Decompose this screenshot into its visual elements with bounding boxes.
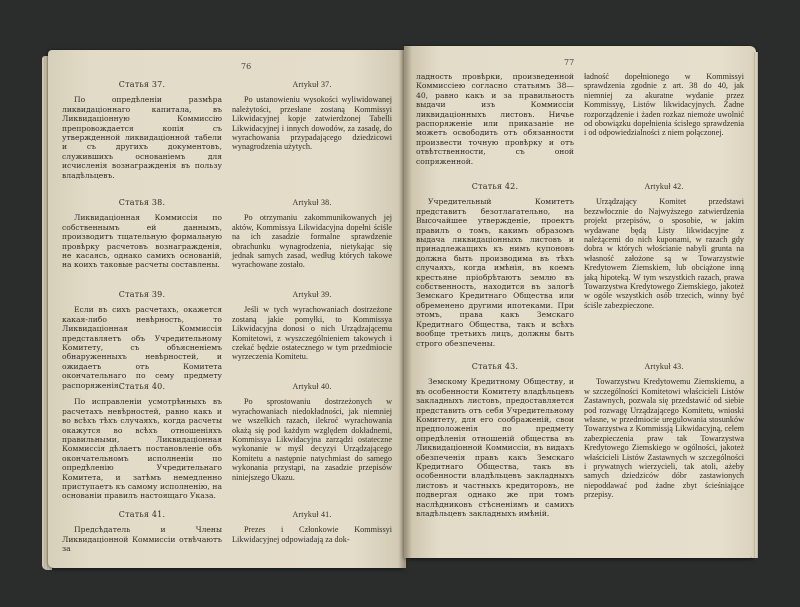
pl-article-text: Po otrzymaniu zakommunikowanych jej aktów, Kommissya Likwidacyjna dopełni ściśle na ich zasadzie formalne sprawdzenie obrachunku wynagrodzenia, nietykając się jednak samych zasad, według których takowe wyrachowane zostało. — [232, 213, 392, 270]
pl-article-40 — [232, 382, 392, 482]
pl-article-text: Po sprostowaniu dostrzeżonych w wyrachowaniach niedokładności, jak niemniej we wszelkich razach, ilekroć wyrachowania okażą się pod każdym względem dokładnemi, Kommissya Likwidacyjna zarządzi ostateczne wykonanie w myśl decyzyi Urządzającego Komitetu a następnie natychmiast do samego wykonania przystąpi, na zasadzie przepisów niniejszego Ukazu. — [232, 397, 392, 482]
ru-article-41-cont — [416, 72, 574, 166]
ru-article-39 — [62, 290, 222, 390]
ru-article-title: Статья 41. — [118, 510, 166, 519]
pl-article-text: Jeśli w tych wyrachowaniach dostrzeżone zostaną jakie pomyłki, to Kommissya Likwidacyjna donosi o nich Urządzającemu Komitetowi, z wyszczególnieniem takowych i czekać będzie ostatecznego w tym przedmiocie wyrzeczenia Komitetu. — [232, 305, 392, 362]
ru-article-text: ладность провѣрки, произведенной Коммиссіею согласно статьямъ 38—40, равно какъ и за правильность выдачи изъ Коммиссіи ликвидаціонныхъ листовъ. Ничье распоряженіе или приказаніе не можетъ освободить отъ обязанности произвести точную провѣрку и отъ отвѣтственности, съ оной сопряженной. — [416, 72, 574, 166]
pl-article-title: Artykuł 38. — [292, 198, 332, 207]
ru-article-41 — [62, 510, 222, 554]
pl-article-38 — [232, 198, 392, 270]
left-page-number: 76 — [241, 62, 252, 71]
pl-article-text: Urządzający Komitet przedstawi bezzwłocznie do Najwyższego zatwierdzenia projekt przepisów, o sposobie, w jakim wydawane będą Listy likwidacyjne z należącemi do nich kuponami, w razach gdy dobra w których włościanie nabyli grunta na własność założone są w Towarzystwie Kredytowem Ziemskiem, lub obciążone inną jaką hipoteką. W tym wszystkich razach, prawa Towarzystwa Kredytowego Ziemskiego, jakoteż w ogóle wszystkich osób trzecich, winny być ściśle zabezpieczone. — [584, 197, 744, 310]
ru-article-43 — [416, 362, 574, 519]
pl-article-39 — [232, 290, 392, 362]
ru-article-title: Статья 38. — [118, 198, 166, 207]
ru-article-text: Предсѣдатель и Члены Ликвидаціонной Коммиссіи отвѣчаютъ за — [62, 525, 222, 554]
left-page — [48, 50, 406, 568]
pl-article-title: Artykuł 37. — [292, 80, 332, 89]
pl-article-title: Artykuł 39. — [292, 290, 332, 299]
pl-article-42 — [584, 182, 744, 310]
pl-article-title: Artykuł 41. — [292, 510, 332, 519]
ru-article-title: Статья 40. — [118, 382, 166, 391]
pl-article-37 — [232, 80, 392, 152]
pl-article-title: Artykuł 40. — [292, 382, 332, 391]
ru-article-text: Учредительный Комитетъ представитъ безотлагательно, на Высочайшее утвержденіе, проектъ правилъ о томъ, какимъ образомъ выдача ликвидаціонныхъ листовъ и принадлежащихъ къ нимъ купоновъ должна быть производима въ тѣхъ случаяхъ, когда имѣнія, въ коемъ крестьяне пріобрѣтаютъ землю въ собственность, находится въ залогѣ Земскаго Кредитнаго Общества или обременено другими ипотеками. При этомъ, права какъ Земскаго Кредитнаго Общества, такъ и всѣхъ вообще третьихъ лицъ, должны быть строго обезпечены. — [416, 197, 574, 348]
ru-article-text: Земскому Кредитному Обществу, и въ особенности Комитету владѣльцевъ закладныхъ листовъ, предоставляется представить отъ себя Учредительному Комитету, для его соображеній, свои предположенія по предмету опредѣленія отношеній общества въ Ликвидаціонной Коммиссіи, въ видахъ обезпеченія правъ какъ Земскаго Кредитнаго Общества, такъ въ особенности владѣльцевъ закладныхъ листовъ и частныхъ кредиторовъ, не подвергая однако же при томъ наслѣдниковъ стѣсненіямъ и самихъ владѣльцевъ закладныхъ имѣній. — [416, 377, 574, 519]
ru-article-title: Статья 37. — [118, 80, 166, 89]
pl-article-text: Po ustanowieniu wysokości wyliwidowanej należytości, przesłane zostaną Kommissyi Likwidacyjnej kopje zatwierdzonej Tabelli Likwidacyjnej i innych dowodów, za zasadę, do wyrachowania przypadającego dziedzicowi wynagrodzenia użytych. — [232, 95, 392, 152]
pl-article-text: Prezes i Członkowie Kommissyi Likwidacyjnej odpowiadają za dok- — [232, 525, 392, 544]
pl-article-title: Artykuł 42. — [644, 182, 684, 191]
ru-article-text: Ликвидаціонная Коммиссія по собственнымъ ей даннымъ, производитъ тщательную формальную провѣрку расчетовъ вознагражденія, не касаясь, однако самихъ основаній, на коихъ таковые расчеты составлены. — [62, 213, 222, 270]
pl-article-text: ładność dopełnionego w Kommissyi sprawdzenia zgodnie z art. 38 do 40, jak niemniej za akuratne wydanie przez Kommissyę, Listów likwidacyjnych. Żadne rozporządzenie i żaden rozkaz niemoże uwolnić od obowiązku dopełnienia ścisłego sprawdzenia i od odpowiedzialności z niem połączonej. — [584, 72, 744, 138]
ru-article-37 — [62, 80, 222, 180]
ru-article-text: Если въ сихъ расчетахъ, окажется какая-либо невѣрность, то Ликвидаціонная Коммиссія представляетъ объ Учредительному Комитету, съ объясненіемъ обнаруженныхъ невѣрностей, и ожидаетъ отъ Комитета окончательнаго по сему предмету распоряженія. — [62, 305, 222, 390]
pl-article-43 — [584, 362, 744, 500]
pl-article-text: Towarzystwu Kredytowemu Ziemskiemu, a w szczególności Komitetowi właścicieli Listów Zastawnych, pozwala się przedstawić od siebie pod rozwagę Urządzającego Komitetu, wnioski własne, w przedmiocie uregulowania stosunków Towarzystwa z Kommissją Likwidacyjną, celem zabezpieczenia praw tak Towarzystwa Kredytowego Ziemskiego w ogólności, jakoteż właścicieli Listów Zastawnych w szczególności i prywatnych wierzycieli, tak atoli, ażeby samych dziedziców dóbr zastawionych niepoddawać pod żadne zbyt ścieśniające przepisy. — [584, 377, 744, 500]
ru-article-38 — [62, 198, 222, 270]
pl-article-title: Artykuł 43. — [644, 362, 684, 371]
pl-article-41-cont — [584, 72, 744, 138]
ru-article-42 — [416, 182, 574, 348]
ru-article-40 — [62, 382, 222, 501]
book-spine-shadow — [398, 46, 412, 570]
ru-article-text: По исправленіи усмотрѣнныхъ въ расчетахъ невѣрностей, равно какъ и во всѣхъ тѣхъ случаяхъ, когда расчеты окажутся во всѣхъ отношеніяхъ правильными, Ликвидаціонная Коммиссія дѣлаетъ постановленіе объ окончательномъ исполненіи по опредѣленію Учредительнаго Комитета, и затѣмъ немедленно приступаетъ къ самому исполненію, на основаніи правилъ настоящаго Указа. — [62, 397, 222, 501]
ru-article-title: Статья 39. — [118, 290, 166, 299]
pl-article-41 — [232, 510, 392, 544]
ru-article-text: По опредѣленіи размѣра ликвидаціоннаго капитала, въ Ликвидаціонную Коммиссію препровождается копія съ утвержденной ликвидаціонной табели и съ другихъ документовъ, служившихъ основаніемъ для исчисленія вознагражденія въ пользу владѣльцевъ. — [62, 95, 222, 180]
page-edges-right — [752, 52, 758, 558]
ru-article-title: Статья 42. — [471, 182, 519, 191]
right-page-number: 77 — [564, 58, 575, 67]
ru-article-title: Статья 43. — [471, 362, 519, 371]
right-page — [404, 46, 756, 558]
